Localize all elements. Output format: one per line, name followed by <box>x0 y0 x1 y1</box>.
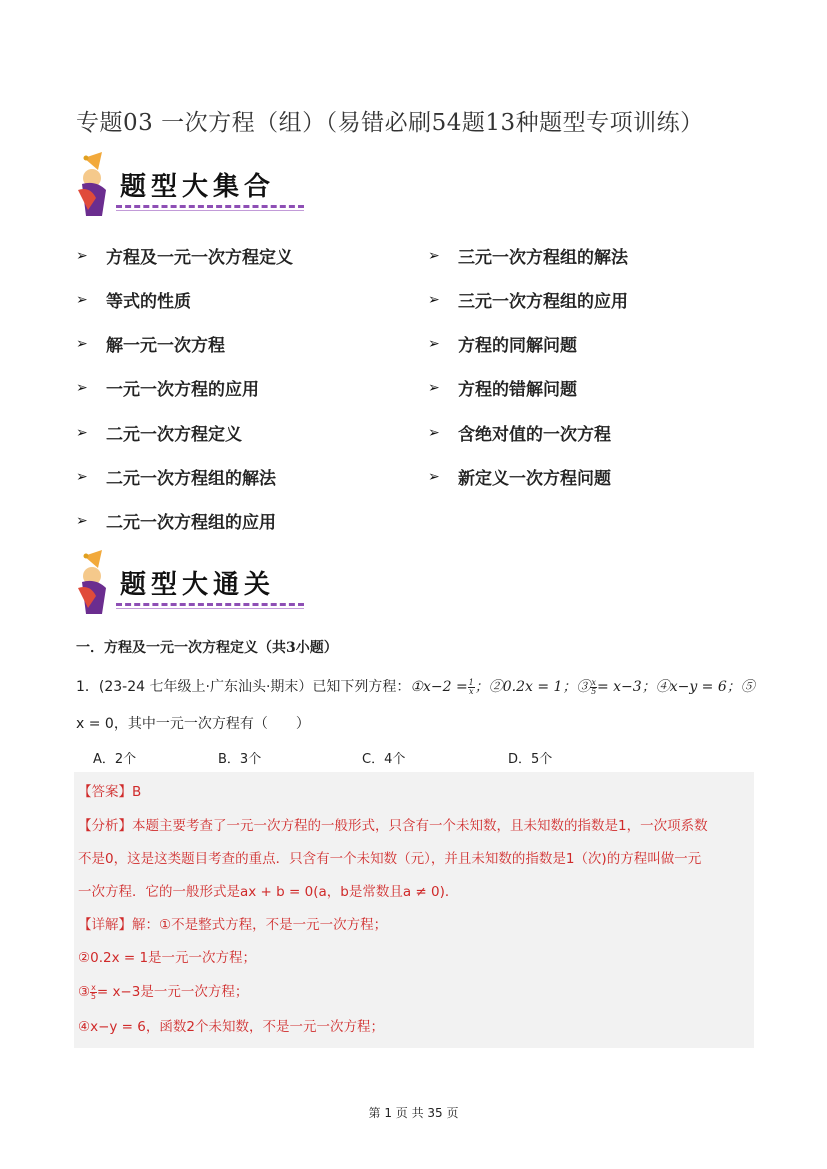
toc-item: ➢ 三元一次方程组的应用 <box>428 291 628 312</box>
detail-line: ④x−y = 6，函数2个未知数，不是一元一次方程； <box>78 1019 384 1035</box>
arrow-icon: ➢ <box>76 379 88 396</box>
arrow-icon: ➢ <box>428 291 440 308</box>
arrow-icon: ➢ <box>428 247 440 264</box>
arrow-icon: ➢ <box>76 247 88 264</box>
answer-line: 【答案】B <box>78 784 142 800</box>
page-footer: 第 1 页 共 35 页 <box>368 1106 459 1120</box>
fraction: $\frac{x}{5}$ <box>591 677 597 696</box>
option-b: B．3个 <box>218 752 262 767</box>
document-title: 专题03 一次方程（组）（易错必刷54题13种题型专项训练） <box>76 110 704 136</box>
toc-item: ➢ 二元一次方程组的应用 <box>76 512 276 533</box>
banner-divider-thin <box>116 210 304 211</box>
toc-item: ➢ 解一元一次方程 <box>76 335 225 356</box>
detail-line: ③ $\frac{x}{5}$ = x−3是一元一次方程； <box>78 982 249 1001</box>
wizard-icon <box>76 548 120 616</box>
toc-item: ➢ 等式的性质 <box>76 291 191 312</box>
option-a: A．2个 <box>93 752 137 767</box>
arrow-icon: ➢ <box>76 424 88 441</box>
banner-question-types <box>76 150 308 218</box>
toc-item: ➢ 方程的同解问题 <box>428 335 577 356</box>
fraction: $\frac{1}{x}$ <box>468 677 474 696</box>
toc-item: ➢ 二元一次方程组的解法 <box>76 468 276 489</box>
banner-title: 题型大集合 <box>120 172 276 202</box>
arrow-icon: ➢ <box>428 335 440 352</box>
detail-line: ②0.2x = 1是一元一次方程； <box>78 950 257 966</box>
arrow-icon: ➢ <box>76 512 88 529</box>
arrow-icon: ➢ <box>428 424 440 441</box>
banner-divider-thin <box>116 608 304 609</box>
toc-item: ➢ 一元一次方程的应用 <box>76 379 259 400</box>
arrow-icon: ➢ <box>76 335 88 352</box>
question-line-2: x = 0，其中一元一次方程有（ ） <box>76 716 310 732</box>
analysis-line: 不是0，这是这类题目考查的重点．只含有一个未知数（元），并且未知数的指数是1（次)的方程叫做一元 <box>78 851 702 867</box>
detail-line: 【详解】解：①不是整式方程，不是一元一次方程； <box>78 917 388 933</box>
wizard-icon <box>76 150 120 218</box>
analysis-line: 【分析】本题主要考查了一元一次方程的一般形式，只含有一个未知数，且未知数的指数是1，一次项系数 <box>78 818 708 834</box>
fraction: $\frac{x}{5}$ <box>90 982 97 1001</box>
toc-item: ➢ 三元一次方程组的解法 <box>428 247 628 268</box>
analysis-line: 一次方程．它的一般形式是ax + b = 0(a，b是常数且a ≠ 0)． <box>78 884 459 900</box>
toc-item: ➢ 二元一次方程定义 <box>76 424 242 445</box>
arrow-icon: ➢ <box>76 291 88 308</box>
arrow-icon: ➢ <box>428 379 440 396</box>
banner-question-practice <box>76 548 308 616</box>
banner-divider <box>116 603 304 606</box>
arrow-icon: ➢ <box>428 468 440 485</box>
option-d: D．5个 <box>508 752 553 767</box>
toc-item: ➢ 新定义一次方程问题 <box>428 468 611 489</box>
section-heading: 一．方程及一元一次方程定义（共3小题） <box>76 640 338 656</box>
answer-panel <box>74 772 754 1048</box>
toc-item: ➢ 方程的错解问题 <box>428 379 577 400</box>
banner-divider <box>116 205 304 208</box>
question-line-1: 1．(23-24 七年级上·广东汕头·期末）已知下列方程：①x−2 = $\frac{1}{x}$ ；②0.2x = 1；③ $\frac{x}{5}$ = x−3；④x−y = 6；⑤ <box>76 677 755 696</box>
banner-title: 题型大通关 <box>120 570 276 600</box>
arrow-icon: ➢ <box>76 468 88 485</box>
toc-item: ➢ 含绝对值的一次方程 <box>428 424 611 445</box>
option-c: C．4个 <box>362 752 406 767</box>
toc-item: ➢ 方程及一元一次方程定义 <box>76 247 293 268</box>
